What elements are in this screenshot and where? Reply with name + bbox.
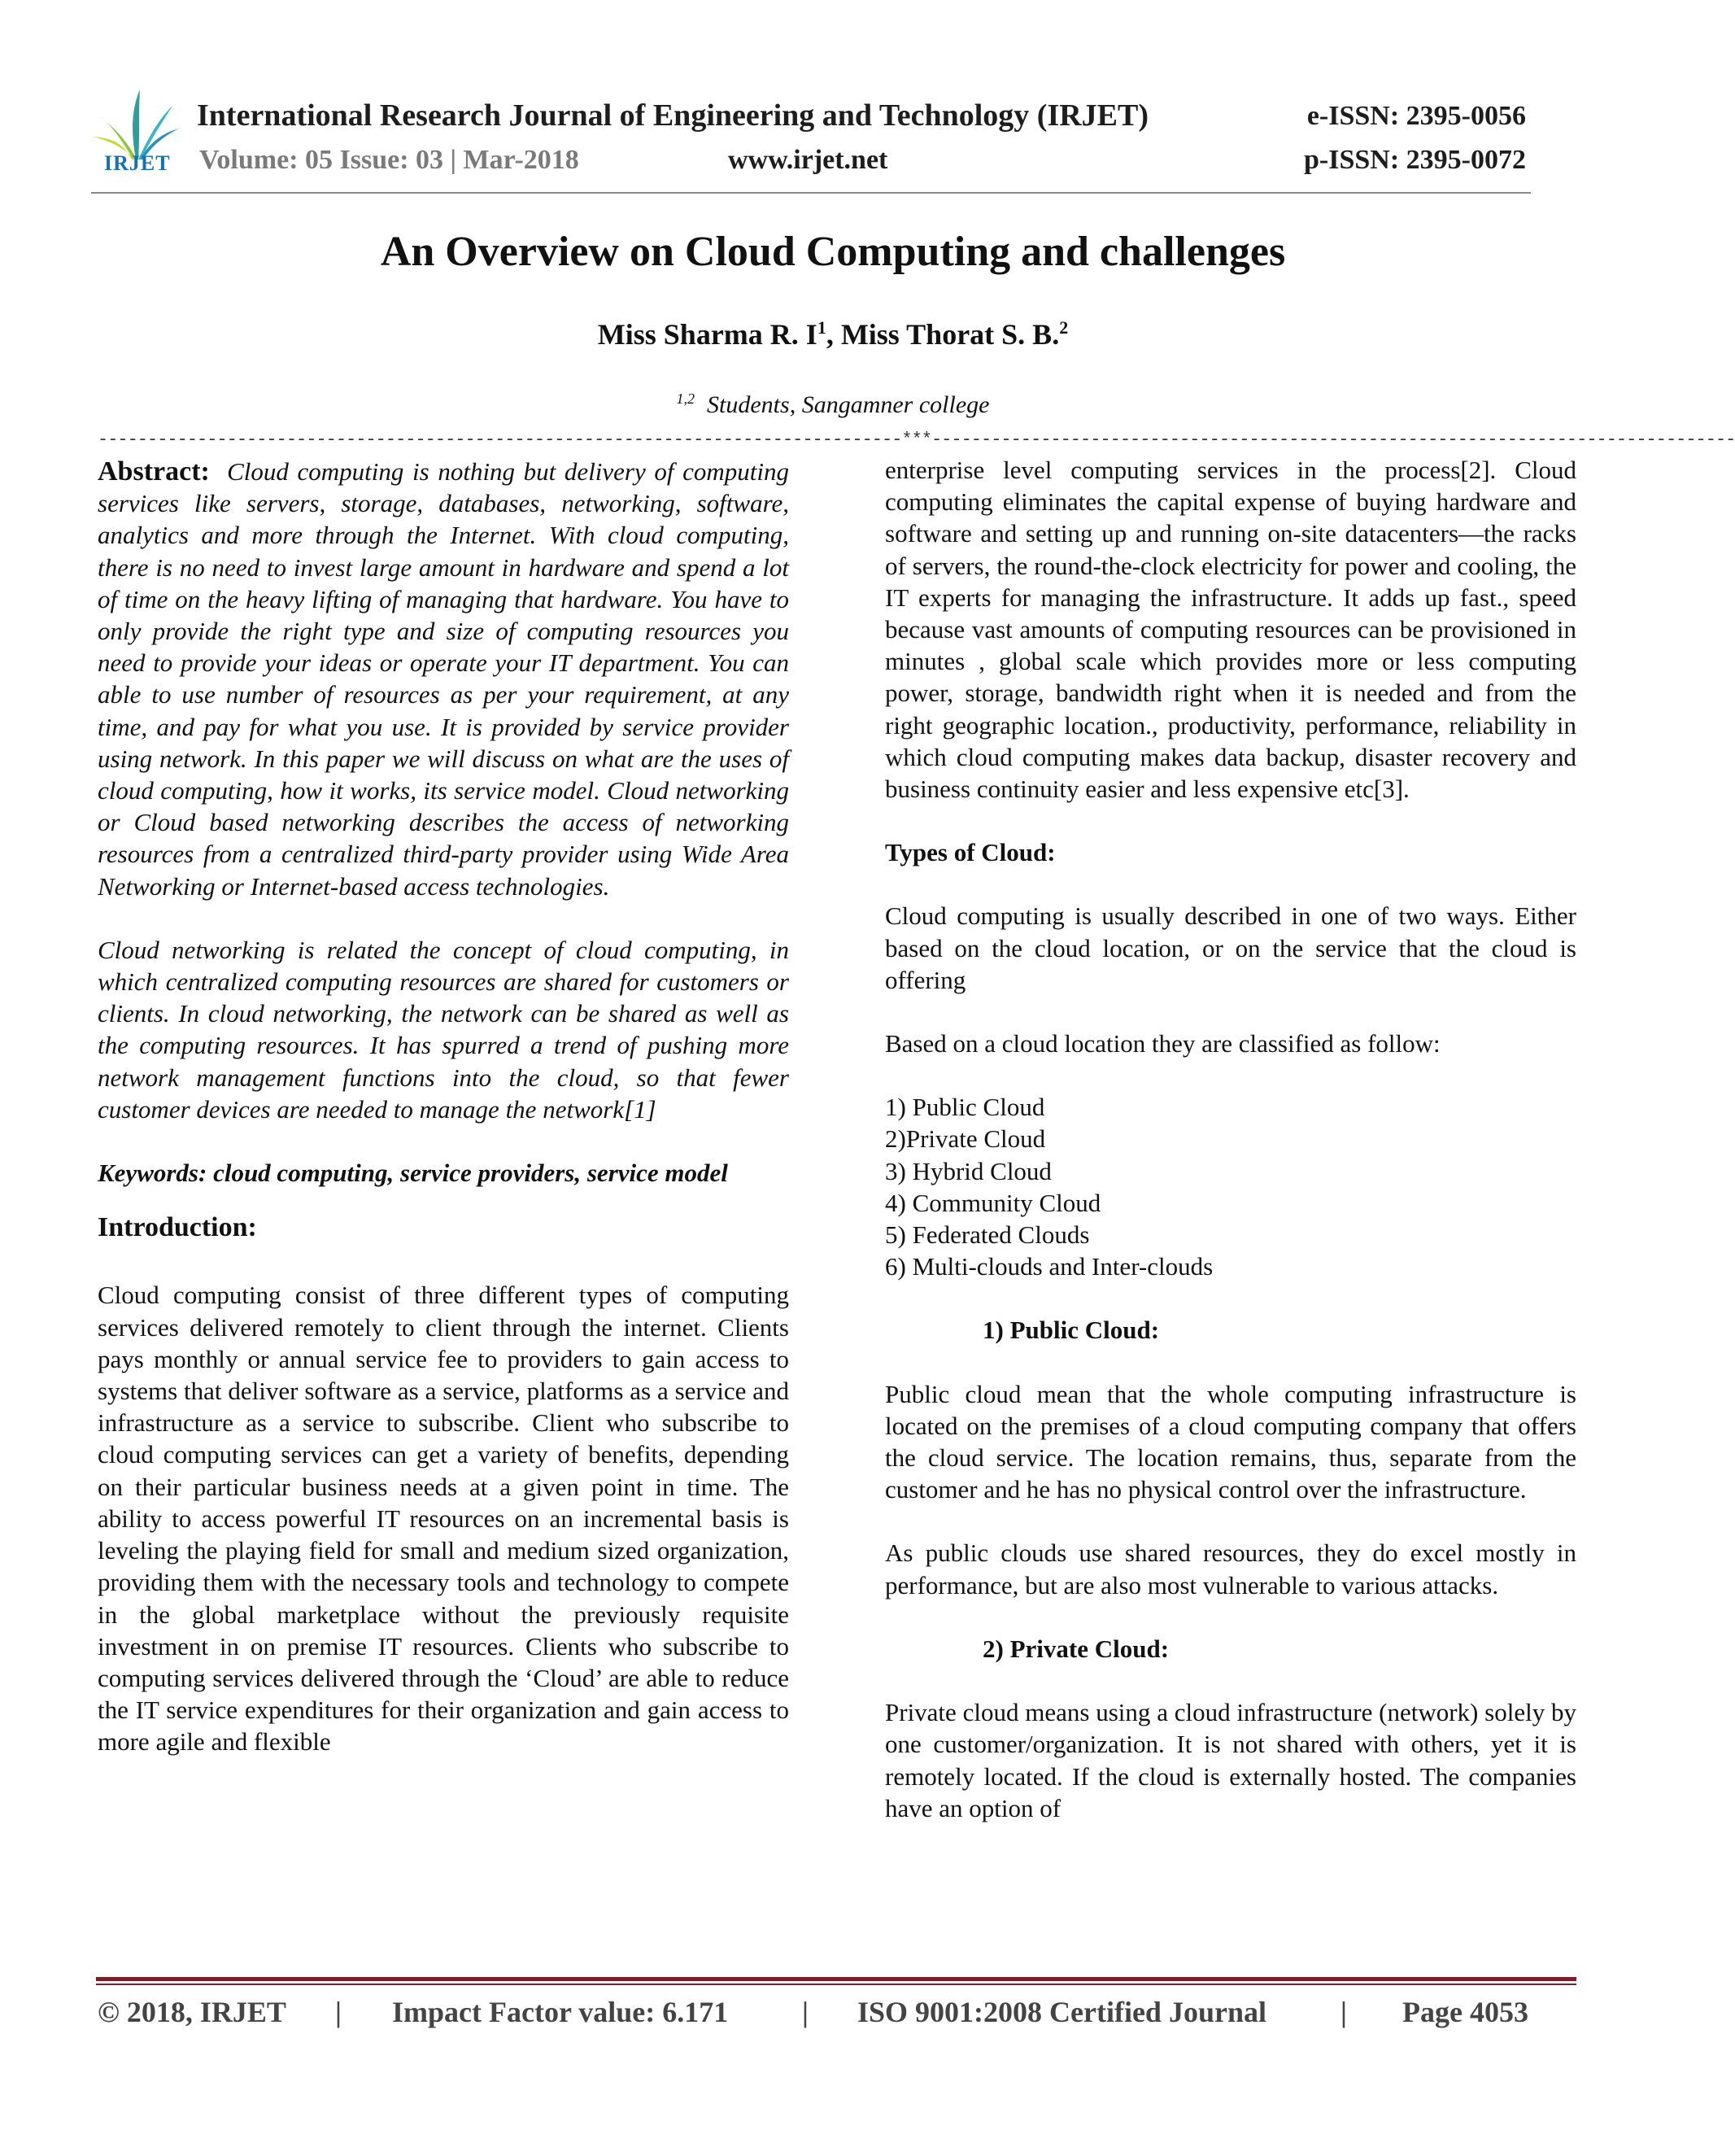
logo-wordmark: IRJET: [104, 151, 171, 175]
types-heading: Types of Cloud:: [885, 838, 1056, 867]
public-cloud-text-2: As public clouds use shared resources, they do excel mostly in performance, but are also most vulnerable to various attacks.: [885, 1538, 1576, 1600]
introduction-continued: enterprise level computing services in the process[2]. Cloud computing eliminates the capital expense of buying hardware and software and setting up and running on-site datacenters—the racks of servers, the round-the-clock electricity for power and cooling, the IT experts for managing the infrastructure. It adds up fast., speed because vast amounts of computing resources can be provisioned in minutes , global scale which provides more or less computing power, storage, bandwidth right when it is needed and from the right geographic location., productivity, performance, reliability in which cloud computing makes data backup, disaster recovery and business continuity easier and less expensive etc[3].: [885, 456, 1576, 804]
footer-rule-thin: [96, 1984, 1576, 1985]
authors: [0, 317, 1666, 351]
eissn: e-ISSN: 2395-0056: [1306, 101, 1526, 131]
types-text: Cloud computing is usually described in one of two ways. Either based on the cloud location, or on the service that the cloud is offering: [885, 901, 1576, 994]
list-item: 2)Private Cloud: [885, 1124, 1046, 1154]
journal-website-link[interactable]: www.irjet.net: [728, 145, 888, 175]
paper-title: An Overview on Cloud Computing and challenges: [380, 229, 1286, 275]
list-item: 3) Hybrid Cloud: [885, 1156, 1052, 1185]
section-separator: ---------------------------------------------------------------------------------***---------------------------------------------------------------------------------: [98, 430, 1735, 450]
public-cloud-text: Public cloud mean that the whole computing infrastructure is located on the premises of a cloud computing company that offers the cloud service. The location remains, thus, separate from the customer and he has no physical control over the infrastructure.: [885, 1379, 1576, 1504]
abstract-label: Abstract:: [98, 456, 210, 487]
footer-separator: |: [335, 1996, 342, 2028]
abstract-text: Cloud computing is nothing but delivery of computing services like servers, storage, databases, networking, software, analytics and more through the Internet. With cloud computing, there is no need to invest large amount in hardware and spend a lot of time on the heavy lifting of managing that hardware. You have to only provide the right type and size of computing resources you need to provide your ideas or operate your IT department. You can able to use number of resources as per your requirement, at any time, and pay for what you use. It is provided by service provider using network. In this paper we will discuss on what are the uses of cloud computing, how it works, its service model. Cloud networking or Cloud based networking describes the access of networking resources from a centralized third-party provider using Wide Area Networking or Internet-based access technologies.: [98, 457, 789, 901]
keywords: Keywords: cloud computing, service providers, service model: [98, 1159, 728, 1188]
author-2-sup: 2: [1059, 317, 1069, 338]
left-column: [98, 456, 789, 1758]
private-cloud-text: Private cloud means using a cloud infrastructure (network) solely by one customer/organization. It is not shared with others, yet it is remotely located. If the cloud is externally hosted. The companies have an option of: [885, 1698, 1576, 1822]
affiliation-sup: 1,2: [676, 391, 695, 407]
private-cloud-heading: 2) Private Cloud:: [983, 1634, 1170, 1663]
introduction-heading: Introduction:: [98, 1212, 257, 1243]
journal-name: International Research Journal of Engineering and Technology (IRJET): [197, 98, 1149, 133]
author-1-sup: 1: [817, 317, 826, 338]
affiliation-text: Students, Sangamner college: [707, 391, 990, 418]
location-intro: Based on a cloud location they are classified as follow:: [885, 1029, 1441, 1058]
header-divider: [91, 192, 1531, 194]
footer-separator: |: [1340, 1996, 1347, 2028]
abstract: [98, 456, 789, 902]
footer-separator: |: [802, 1996, 809, 2028]
right-column: [885, 454, 1576, 1824]
list-item: 1) Public Cloud: [885, 1093, 1045, 1122]
footer-rule: [96, 1977, 1576, 1981]
author-1: Miss Sharma R. I: [597, 318, 817, 351]
footer-page-number: Page 4053: [1402, 1996, 1528, 2028]
list-item: 4) Community Cloud: [885, 1188, 1101, 1217]
list-item: 5) Federated Clouds: [885, 1220, 1090, 1250]
introduction-text: Cloud computing consist of three different types of computing services delivered remotely to client through the internet. Clients pays monthly or annual service fee to providers to gain access to systems that deliver software as a service, platforms as a service and infrastructure as a service to subscribe. Client who subscribe to cloud computing services can get a variety of benefits, depending on their particular business needs at a given point in time. The ability to access powerful IT resources on an incremental basis is leveling the playing field for small and medium sized organization, providing them with the necessary tools and technology to compete in the global marketplace without the previously requisite investment in on premise IT resources. Clients who subscribe to computing services delivered through the ‘Cloud’ are able to reduce the IT service expenditures for their organization and gain access to more agile and flexible: [98, 1281, 789, 1757]
footer-copyright: © 2018, IRJET: [98, 1996, 286, 2028]
public-cloud-heading: 1) Public Cloud:: [983, 1316, 1160, 1345]
list-item: 6) Multi-clouds and Inter-clouds: [885, 1252, 1214, 1281]
volume-issue: Volume: 05 Issue: 03 | Mar-2018: [199, 145, 579, 175]
author-2: , Miss Thorat S. B.: [826, 318, 1060, 351]
footer-impact-factor: Impact Factor value: 6.171: [392, 1996, 729, 2028]
abstract-paragraph-2: Cloud networking is related the concept of cloud computing, in which centralized computing resources are shared for customers or clients. In cloud networking, the network can be shared as well as the computing resources. It has spurred a trend of pushing more network management functions into the cloud, so that fewer customer devices are needed to manage the network[1]: [98, 935, 789, 1124]
footer-iso: ISO 9001:2008 Certified Journal: [857, 1996, 1266, 2028]
affiliation: [0, 391, 1666, 419]
pissn: p-ISSN: 2395-0072: [1304, 145, 1526, 175]
